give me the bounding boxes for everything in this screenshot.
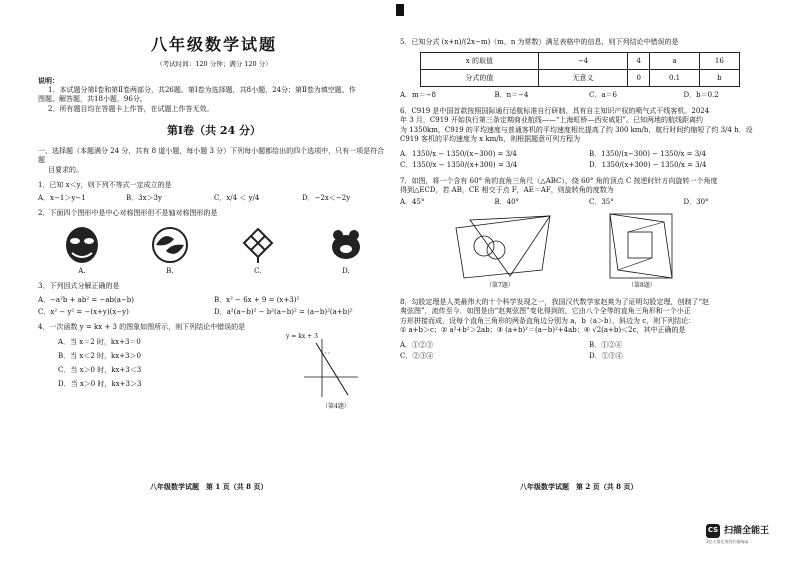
option-a: A．当 x＝2 时，kx+3＝0	[58, 337, 141, 346]
fish-pattern-image	[149, 225, 191, 265]
question-6: 6．C919 是中国首款按照国际通行适航标准自行研制、具有自主知识产权的喷气式干线客机。2024	[400, 106, 710, 115]
option-b: B．x² − 6x + 9 = (x+3)²	[214, 296, 300, 305]
question-5: 5．已知分式 (x+n)/(2x−m)（m，n 为常数）满足表格中的信息，则下列结论中错误的是	[400, 38, 679, 46]
q4-function-label: y = kx + 3	[286, 332, 318, 340]
option-a: A．45°	[400, 198, 425, 207]
note-1: 1．本试题分第Ⅰ卷和第Ⅱ卷两部分，共26题。第Ⅰ卷为选择题，共8小题，24分；第Ⅱ卷为填空题、作	[48, 85, 356, 94]
scanner-name: 扫描全能王	[724, 525, 770, 536]
option-a: A．−a²b + ab² = −ab(a−b)	[38, 296, 134, 305]
question-3: 3．下列因式分解正确的是	[38, 282, 120, 291]
chinese-knot-image	[237, 225, 279, 265]
left-page	[38, 34, 390, 413]
top-mark	[396, 4, 404, 16]
question-5-options	[400, 91, 778, 100]
option-d: D．①③④	[589, 352, 623, 360]
question-8-line-3: 方形拼接而成，设每个直角三角形的两条直角边分别为 a，b（a＞b），斜边为 c，则下列结论：	[400, 316, 696, 325]
option-c: C．x² − y² = −(x+y)(x−y)	[38, 307, 129, 316]
table-cell: 0.1	[650, 70, 699, 87]
q4-caption: （第4题）	[322, 402, 350, 410]
question-8-line-4: ① a+b＞c；② a²+b²＞2ab；③ (a+b)²＝(a−b)²+4ab；④ √2(a+b)＜2c，其中正确的是	[400, 326, 686, 335]
question-5-table	[420, 52, 740, 87]
option-c: C．x/4 ＜ y/4	[214, 193, 260, 202]
question-7-line-2: 得到△ECD，若 AB，CE 相交于点 F，AE＝AF，则旋转角的度数为	[400, 185, 614, 194]
option-b: B．3x＞3y	[126, 193, 162, 202]
opera-mask-image	[61, 225, 103, 265]
option-c: C．②③④	[400, 352, 434, 360]
section-1-instruction-b: 目要求的。	[48, 165, 83, 174]
option-a: A．①②③	[400, 340, 434, 349]
table-cell: x 的取值	[421, 53, 539, 70]
table-cell: a	[650, 53, 699, 70]
table-cell: 分式的值	[421, 70, 539, 87]
table-cell: 16	[699, 53, 739, 70]
option-b: B．40°	[494, 198, 520, 207]
option-c: C．1350/x − 1350/(x+300) = 3/4	[400, 161, 518, 170]
option-b: B．1350/(x−300) − 1350/x = 3/4	[589, 149, 706, 158]
option-d: D．−2x＜−2y	[302, 193, 351, 202]
option-c: C．当 x＞0 时，kx+3＜3	[58, 365, 142, 374]
option-d: D．30°	[683, 198, 709, 207]
exam-info: （考试时间：120 分钟；满分 120 分）	[156, 59, 272, 68]
q7-caption: （第7题）	[486, 281, 514, 289]
question-2-labels	[38, 267, 390, 276]
question-6-line-2: 年 3 月，C919 开始执行第三条定期商业航线——“上海虹桥—西安咸阳”。已知两地的航线距离约	[400, 116, 704, 125]
label-d: D.	[342, 266, 350, 275]
label-b: B.	[166, 266, 174, 275]
question-4-body	[38, 333, 390, 413]
option-b: B．①②④	[589, 340, 623, 349]
question-6-line-4: C919 客机的平均速度为 x km/h，则根据题意可列方程为	[400, 135, 581, 144]
table-cell: 4	[628, 53, 650, 70]
q8-zhao-shuang-figure	[606, 210, 676, 282]
option-c: C．a＝6	[589, 91, 617, 100]
frog-paper-cut-image	[325, 225, 367, 265]
table-cell: 0	[628, 70, 650, 87]
option-b: B．n＝−4	[494, 91, 529, 100]
question-6-options	[400, 148, 778, 171]
question-8-line-2: 爽弦图”，流传至今．如图是由“赵爽弦图”变化得到的，它由八个全等的直角三角形和一个小正	[400, 307, 691, 316]
label-c: C.	[254, 266, 262, 275]
question-7-options	[400, 198, 778, 207]
option-d: D．当 x＞0 时，kx+3＞3	[58, 379, 142, 388]
option-a: A．x−1＞y−1	[38, 193, 86, 202]
question-8-options	[400, 339, 778, 362]
label-a: A.	[78, 266, 86, 275]
left-footer: 八年级数学试题 第 1 页（共 8 页）	[150, 482, 268, 491]
option-b: B．当 x＜2 时，kx+3＞0	[58, 351, 141, 360]
table-cell: −4	[538, 53, 627, 70]
page-title: 八年级数学试题	[150, 35, 277, 54]
option-c: C．35°	[589, 198, 614, 207]
table-row	[421, 53, 740, 70]
scanner-badge	[706, 524, 769, 538]
question-8: 8．勾股定理是人类最伟大的十个科学发现之一，我国汉代数学家赵爽为了证明勾股定理，创制了“赵	[400, 297, 710, 306]
table-cell: 无意义	[538, 70, 627, 87]
question-1-options	[38, 194, 390, 203]
question-3-options	[38, 294, 390, 317]
figures-row	[400, 208, 778, 292]
table-cell: b	[699, 70, 739, 87]
option-d: D．a²(a−b)² − b²(a−b)² = (a−b)²(a+b)²	[214, 307, 353, 316]
notes-heading: 说明：	[38, 76, 59, 86]
question-7: 7．如图，将一个含有 60° 角的直角三角尺（△ABC），绕 60° 角的顶点 C 按逆时针方向旋转一个角度	[400, 176, 718, 185]
section-1-instruction: 一、选择题（本题满分 24 分，共有 8 道小题，每小题 3 分）下列每小题都给出的四个选项中，只有一项是符合题	[38, 146, 385, 165]
q8-caption: （第8题）	[628, 281, 656, 289]
option-d: D．b＝0.2	[683, 91, 719, 100]
question-6-line-3: 为 1350km，C919 的平均速度与普通客机的平均速度相比提高了约 300 km/h，航行时间约缩短了约 3/4 h．设	[400, 125, 753, 134]
option-d: D．1350/(x+300) − 1350/x = 3/4	[589, 161, 707, 170]
option-a: A．m＝−8	[400, 91, 437, 100]
question-1: 1．已知 x＜y，则下列不等式一定成立的是	[38, 181, 172, 190]
table-row	[421, 70, 740, 87]
q7-triangle-figure	[450, 212, 560, 280]
right-page	[400, 38, 778, 361]
question-2: 2．下面四个图形中是中心对称图形但不是轴对称图形的是	[38, 209, 218, 218]
q4-line-graph	[300, 337, 360, 399]
note-2: 2．所有题目均在答题卡上作答，在试题上作答无效。	[48, 104, 214, 113]
question-2-images	[38, 225, 390, 265]
question-4: 4．一次函数 y = kx + 3 的图象如图所示，则下列结论中错误的是	[38, 323, 246, 332]
question-4-options	[58, 335, 141, 391]
cs-logo-icon: CS	[706, 524, 720, 538]
option-a: A．1350/x − 1350/(x−300) = 3/4	[400, 149, 517, 158]
note-1b: 图题、解答题，共18小题，96分。	[38, 95, 147, 104]
part-1-title: 第Ⅰ卷（共 24 分）	[166, 124, 262, 138]
scanner-tagline: 3亿人都在用的扫描App	[706, 539, 749, 544]
scanner-watermark	[706, 524, 769, 544]
right-footer: 八年级数学试题 第 2 页（共 8 页）	[520, 482, 638, 491]
